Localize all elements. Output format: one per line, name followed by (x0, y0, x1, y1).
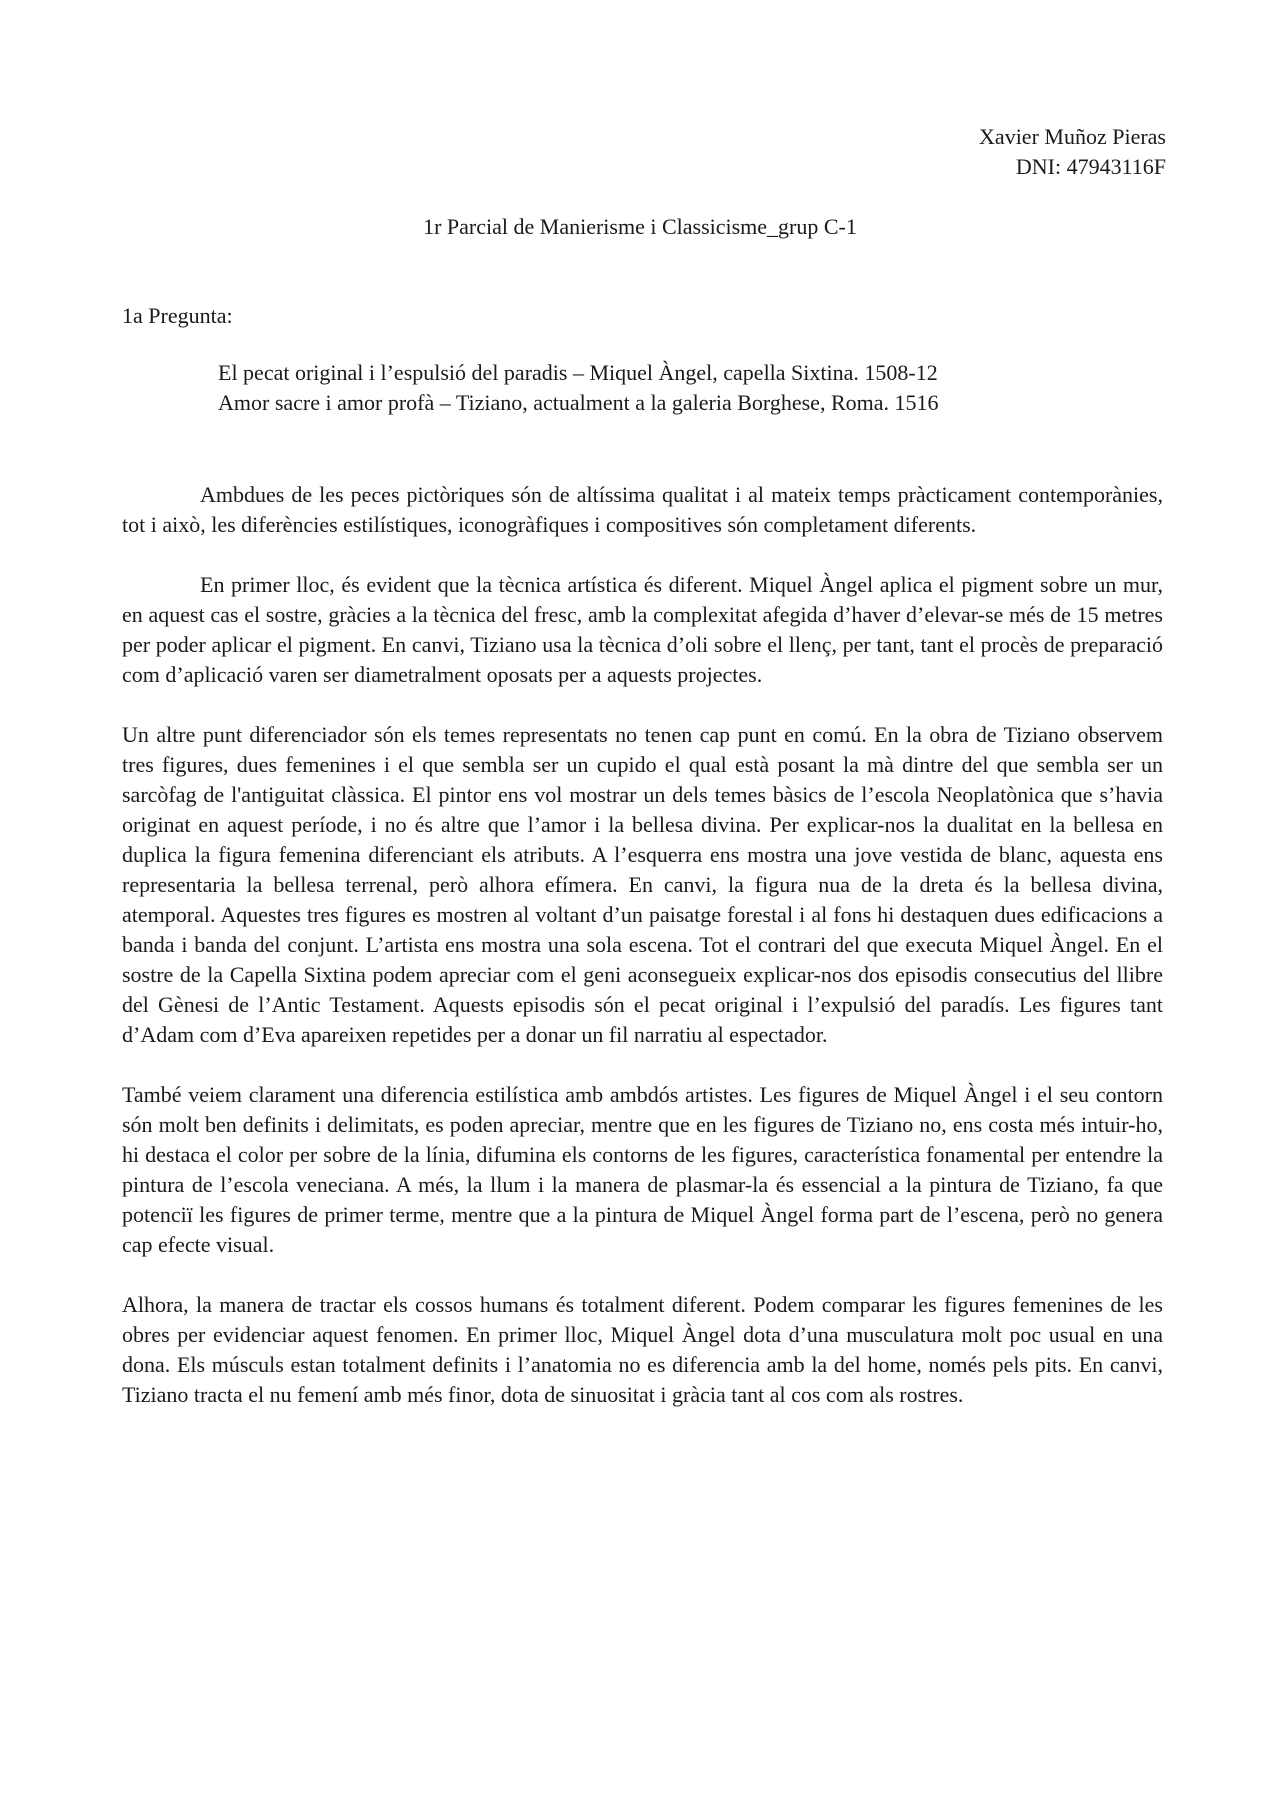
question-heading: 1a Pregunta: (122, 303, 233, 328)
author-block (979, 122, 1166, 182)
body-text (122, 480, 1163, 1440)
paragraph: També veiem clarament una diferencia estilística amb ambdós artistes. Les figures de Miquel Àngel i el seu contorn són molt ben definits i delimitats, es poden apreciar, mentre que en les figures de Tiziano no, ens costa més intuir-ho, hi destaca el color per sobre de la línia, difumina els contorns de les figures, característica fonamental per entendre la pintura de l’escola veneciana. A més, la llum i la manera de plasmar-la és essencial a la pintura de Tiziano, fa que potenciï les figures de primer terme, mentre que a la pintura de Miquel Àngel forma part de l’escena, però no genera cap efecte visual. (122, 1082, 1163, 1257)
paragraph: En primer lloc, és evident que la tècnica artística és diferent. Miquel Àngel aplica el pigment sobre un mur, en aquest cas el sostre, gràcies a la tècnica del fresc, amb la complexitat afegida d’haver d’elevar-se més de 15 metres per poder aplicar el pigment. En canvi, Tiziano usa la tècnica d’oli sobre el llenç, per tant, tant el procès de preparació com d’aplicació varen ser diametralment oposats per a aquests projectes. (122, 572, 1163, 687)
author-name: Xavier Muñoz Pieras (979, 124, 1166, 149)
paragraph: Un altre punt diferenciador són els temes representats no tenen cap punt en comú. En la obra de Tiziano observem tres figures, dues femenines i el que sembla ser un cupido el qual està posant la mà dintre del que sembla ser un sarcòfag de l'antiguitat clàssica. El pintor ens vol mostrar un dels temes bàsics de l’escola Neoplatònica que s’havia originat en aquest període, i no és altre que l’amor i la bellesa divina. Per explicar-nos la dualitat en la bellesa en duplica la figura femenina diferenciant els atributs. A l’esquerra ens mostra una jove vestida de blanc, aquesta ens representaria la bellesa terrenal, però alhora efímera. En canvi, la figura nua de la dreta és la bellesa divina, atemporal. Aquestes tres figures es mostren al voltant d’un paisatge forestal i al fons hi destaquen dues edificacions a banda i banda del conjunt. L’artista ens mostra una sola escena. Tot el contrari del que executa Miquel Àngel. En el sostre de la Capella Sixtina podem apreciar com el geni aconsegueix explicar-nos dos episodis consecutius del llibre del Gènesi de l’Antic Testament. Aquests episodis són el pecat original i l’expulsió del paradís. Les figures tant d’Adam com d’Eva apareixen repetides per a donar un fil narratiu al espectador. (122, 722, 1163, 1047)
paragraph: Alhora, la manera de tractar els cossos humans és totalment diferent. Podem comparar les figures femenines de les obres per evidenciar aquest fenomen. En primer lloc, Miquel Àngel dota d’una musculatura molt poc usual en una dona. Els músculs estan totalment definits i l’anatomia no es diferencia amb la del home, només pels pits. En canvi, Tiziano tracta el nu femení amb més finor, dota de sinuositat i gràcia tant al cos com als rostres. (122, 1292, 1163, 1407)
paragraph: Ambdues de les peces pictòriques són de altíssima qualitat i al mateix temps pràcticament contemporànies, tot i això, les diferències estilístiques, iconogràfiques i compositives són completament diferents. (122, 482, 1163, 537)
work-item: El pecat original i l’espulsió del paradis – Miquel Àngel, capella Sixtina. 1508-12 (218, 360, 938, 385)
exam-title: 1r Parcial de Manierisme i Classicisme_grup C-1 (423, 214, 857, 239)
author-dni: DNI: 47943116F (1015, 154, 1166, 179)
work-item: Amor sacre i amor profà – Tiziano, actualment a la galeria Borghese, Roma. 1516 (218, 390, 939, 415)
works-list (218, 358, 939, 418)
